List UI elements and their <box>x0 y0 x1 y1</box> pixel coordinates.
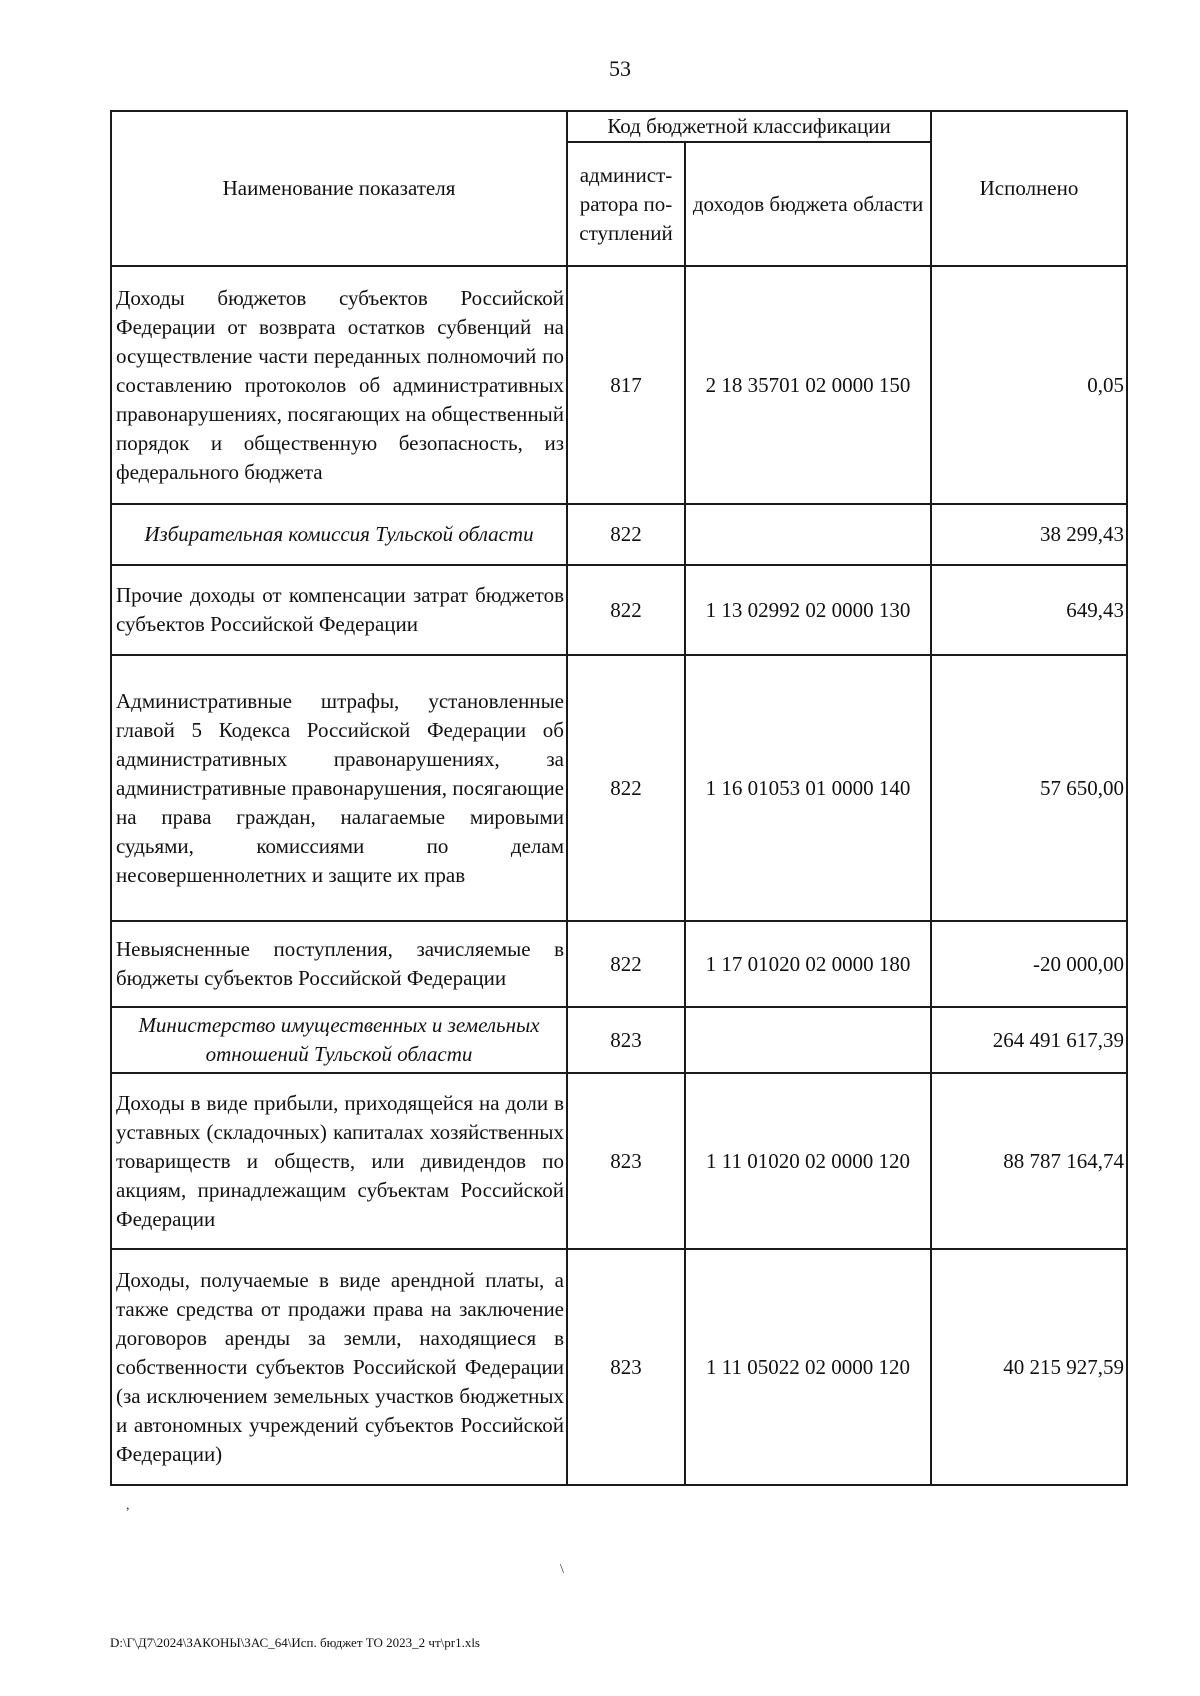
row-revenue-code: 1 11 01020 02 0000 120 <box>685 1073 931 1249</box>
scan-mark: , <box>126 1498 130 1513</box>
revenue-table <box>110 110 1128 1486</box>
row-admin-code: 822 <box>567 504 685 565</box>
row-admin-code: 822 <box>567 655 685 921</box>
header-classification-code: Код бюджетной классификации <box>567 111 931 142</box>
row-revenue-code: 2 18 35701 02 0000 150 <box>685 266 931 504</box>
row-executed: 57 650,00 <box>931 655 1127 921</box>
row-executed: 0,05 <box>931 266 1127 504</box>
table-row <box>111 921 1127 1007</box>
header-executed: Исполнено <box>931 111 1127 266</box>
scan-mark: \ <box>560 1562 564 1577</box>
table-row <box>111 655 1127 921</box>
row-admin-code: 822 <box>567 565 685 655</box>
file-path-footer: D:\Г\Д7\2024\ЗАКОНЫ\ЗАС_64\Исп. бюджет ТО 2023_2 чт\pr1.xls <box>110 1635 480 1650</box>
row-name: Доходы бюджетов субъектов Российской Федерации от возврата остатков субвенций на осуществление части переданных полномочий по составлению протоколов об административных правонарушениях, посягающих на общественный порядок и общественную безопасность, из федерального бюджета <box>111 266 567 504</box>
row-name: Избирательная комиссия Тульской области <box>111 504 567 565</box>
row-executed: -20 000,00 <box>931 921 1127 1007</box>
table-row <box>111 1073 1127 1249</box>
row-name: Административные штрафы, установленные главой 5 Кодекса Российской Федерации об административных правонарушениях, за административные правонарушения, посягающие на права граждан, налагаемые мировыми судьями, комиссиями по делам несовершеннолетних и защите их прав <box>111 655 567 921</box>
row-revenue-code: 1 13 02992 02 0000 130 <box>685 565 931 655</box>
table-row <box>111 266 1127 504</box>
row-name: Доходы, получаемые в виде арендной платы, а также средства от продажи права на заключение договоров аренды за земли, находящиеся в собственности субъектов Российской Федерации (за исключением земельных участков бюджетных и автономных учреждений субъектов Российской Федерации) <box>111 1249 567 1485</box>
row-admin-code: 817 <box>567 266 685 504</box>
row-executed: 649,43 <box>931 565 1127 655</box>
row-admin-code: 822 <box>567 921 685 1007</box>
header-indicator-name: Наименование показателя <box>111 111 567 266</box>
row-name: Прочие доходы от компенсации затрат бюджетов субъектов Российской Федерации <box>111 565 567 655</box>
row-revenue-code: 1 17 01020 02 0000 180 <box>685 921 931 1007</box>
row-executed: 264 491 617,39 <box>931 1007 1127 1073</box>
row-name: Невыясненные поступления, зачисляемые в бюджеты субъектов Российской Федерации <box>111 921 567 1007</box>
page-number: 53 <box>609 56 631 81</box>
row-admin-code: 823 <box>567 1007 685 1073</box>
row-admin-code: 823 <box>567 1249 685 1485</box>
row-name: Министерство имущественных и земельных отношений Тульской области <box>111 1007 567 1073</box>
row-executed: 88 787 164,74 <box>931 1073 1127 1249</box>
row-executed: 38 299,43 <box>931 504 1127 565</box>
table-row <box>111 1007 1127 1073</box>
table-row <box>111 504 1127 565</box>
row-revenue-code <box>685 504 931 565</box>
row-revenue-code: 1 16 01053 01 0000 140 <box>685 655 931 921</box>
row-revenue-code <box>685 1007 931 1073</box>
row-name: Доходы в виде прибыли, приходящейся на доли в уставных (складочных) капиталах хозяйственных товариществ и обществ, или дивидендов по акциям, принадлежащим субъектам Российской Федерации <box>111 1073 567 1249</box>
table-row <box>111 1249 1127 1485</box>
header-revenue-code: доходов бюджета области <box>685 142 931 266</box>
row-admin-code: 823 <box>567 1073 685 1249</box>
header-administrator: админист-ратора по-ступлений <box>567 142 685 266</box>
table-row <box>111 565 1127 655</box>
row-executed: 40 215 927,59 <box>931 1249 1127 1485</box>
row-revenue-code: 1 11 05022 02 0000 120 <box>685 1249 931 1485</box>
